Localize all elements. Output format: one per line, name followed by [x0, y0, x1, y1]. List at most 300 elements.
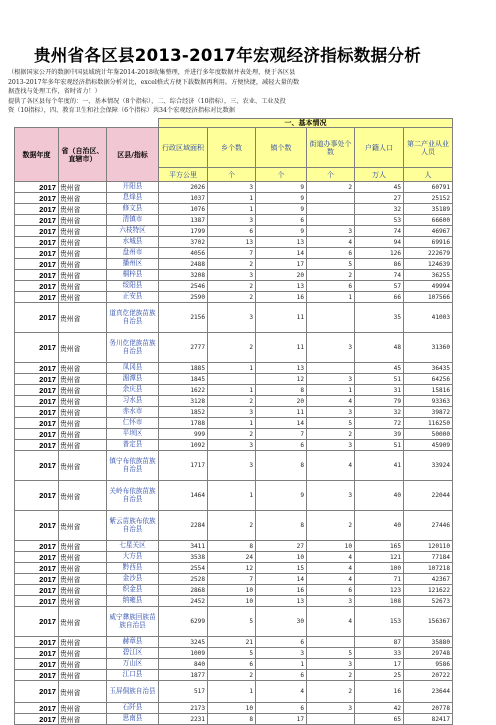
cell-population: 74: [355, 270, 404, 281]
cell-towns: 3: [208, 407, 256, 418]
cell-area: 2156: [159, 303, 208, 333]
cell-year: 2017: [15, 637, 59, 648]
table-row: [15, 511, 453, 541]
cell-population: 42: [355, 703, 404, 714]
table-row: [15, 182, 453, 193]
cell-population: 41: [355, 451, 404, 481]
cell-year: 2017: [15, 237, 59, 248]
cell-year: 2017: [15, 585, 59, 596]
cell-year: 2017: [15, 670, 59, 681]
table-row: [15, 333, 453, 363]
cell-zhen: 6: [256, 637, 307, 648]
col-header-towns: 乡个数: [208, 128, 256, 168]
cell-street: 4: [307, 574, 355, 585]
cell-county: 凤冈县: [107, 363, 159, 374]
cell-year: 2017: [15, 481, 59, 511]
cell-year: 2017: [15, 226, 59, 237]
cell-county: 余庆县: [107, 385, 159, 396]
table-row: [15, 648, 453, 659]
cell-province: 贵州省: [59, 440, 107, 451]
cell-year: 2017: [15, 451, 59, 481]
table-row: [15, 574, 453, 585]
cell-zhen: 6: [256, 215, 307, 226]
cell-secondary-employment: 41003: [404, 303, 453, 333]
cell-towns: 1: [208, 418, 256, 429]
unit-street: 个: [307, 168, 355, 182]
cell-county: 习水县: [107, 396, 159, 407]
cell-population: 32: [355, 407, 404, 418]
cell-zhen: 7: [256, 429, 307, 440]
cell-secondary-employment: 42367: [404, 574, 453, 585]
cell-year: 2017: [15, 215, 59, 226]
cell-year: 2017: [15, 563, 59, 574]
cell-population: 40: [355, 511, 404, 541]
cell-secondary-employment: 156367: [404, 607, 453, 637]
cell-zhen: 11: [256, 333, 307, 363]
cell-county: 织金县: [107, 585, 159, 596]
cell-towns: 3: [208, 182, 256, 193]
cell-county: 纳雍县: [107, 596, 159, 607]
cell-area: 4056: [159, 248, 208, 259]
cell-secondary-employment: 9586: [404, 659, 453, 670]
cell-county: 石阡县: [107, 703, 159, 714]
cell-population: 123: [355, 585, 404, 596]
cell-population: 57: [355, 281, 404, 292]
cell-zhen: 9: [256, 226, 307, 237]
table-row: [15, 440, 453, 451]
cell-secondary-employment: 25152: [404, 193, 453, 204]
cell-year: 2017: [15, 259, 59, 270]
cell-secondary-employment: 20778: [404, 703, 453, 714]
cell-towns: 3: [208, 451, 256, 481]
cell-zhen: 6: [256, 703, 307, 714]
cell-towns: 1: [208, 481, 256, 511]
cell-towns: 2: [208, 670, 256, 681]
table-row: [15, 363, 453, 374]
cell-population: 121: [355, 552, 404, 563]
cell-population: 16: [355, 681, 404, 703]
cell-area: 1845: [159, 374, 208, 385]
cell-province: 贵州省: [59, 429, 107, 440]
cell-year: 2017: [15, 182, 59, 193]
cell-year: 2017: [15, 385, 59, 396]
cell-province: 贵州省: [59, 363, 107, 374]
cell-street: 2: [307, 511, 355, 541]
cell-year: 2017: [15, 407, 59, 418]
cell-street: 3: [307, 703, 355, 714]
cell-province: 贵州省: [59, 248, 107, 259]
table-row: [15, 270, 453, 281]
cell-population: 87: [355, 637, 404, 648]
cell-street: 5: [307, 648, 355, 659]
cell-province: 贵州省: [59, 574, 107, 585]
cell-population: 100: [355, 563, 404, 574]
cell-county: 盘州市: [107, 248, 159, 259]
cell-population: 108: [355, 596, 404, 607]
table-row: [15, 303, 453, 333]
cell-province: 贵州省: [59, 303, 107, 333]
cell-towns: 1: [208, 363, 256, 374]
cell-county: 金沙县: [107, 574, 159, 585]
cell-area: 3411: [159, 541, 208, 552]
cell-zhen: 17: [256, 259, 307, 270]
cell-towns: 2: [208, 259, 256, 270]
cell-area: 3128: [159, 396, 208, 407]
cell-year: 2017: [15, 374, 59, 385]
table-row: [15, 585, 453, 596]
cell-year: 2017: [15, 596, 59, 607]
note-line: 资（10指标），四、教育卫生和社会保障（6个指标）共34个宏观经济指标对比数据: [8, 107, 235, 115]
table-row: [15, 552, 453, 563]
cell-street: 5: [307, 418, 355, 429]
cell-area: 1464: [159, 481, 208, 511]
cell-towns: 10: [208, 585, 256, 596]
cell-secondary-employment: 27446: [404, 511, 453, 541]
cell-secondary-employment: 29748: [404, 648, 453, 659]
table-row: [15, 237, 453, 248]
cell-population: 71: [355, 574, 404, 585]
cell-towns: 13: [208, 237, 256, 248]
cell-population: 48: [355, 333, 404, 363]
cell-population: 153: [355, 607, 404, 637]
table-row: [15, 637, 453, 648]
cell-province: 贵州省: [59, 607, 107, 637]
cell-secondary-employment: 31360: [404, 333, 453, 363]
cell-county: 碧江区: [107, 648, 159, 659]
cell-province: 贵州省: [59, 670, 107, 681]
cell-street: [307, 363, 355, 374]
cell-province: 贵州省: [59, 385, 107, 396]
cell-province: 贵州省: [59, 511, 107, 541]
cell-towns: 10: [208, 703, 256, 714]
note-line: 提供了各区县每个年度的：一、基本情况（8个指标），二、综合经济（10指标），三、农业、工业及投: [8, 97, 286, 105]
cell-street: [307, 193, 355, 204]
cell-year: 2017: [15, 703, 59, 714]
cell-towns: 8: [208, 714, 256, 725]
cell-county: 正安县: [107, 292, 159, 303]
table-row: [15, 563, 453, 574]
cell-province: 贵州省: [59, 418, 107, 429]
cell-towns: 12: [208, 563, 256, 574]
cell-street: 1: [307, 385, 355, 396]
cell-street: 3: [307, 374, 355, 385]
cell-secondary-employment: 52673: [404, 596, 453, 607]
cell-zhen: 11: [256, 303, 307, 333]
cell-secondary-employment: 116250: [404, 418, 453, 429]
table-row: [15, 670, 453, 681]
cell-zhen: 13: [256, 596, 307, 607]
cell-area: 2231: [159, 714, 208, 725]
cell-towns: 10: [208, 596, 256, 607]
cell-zhen: 3: [256, 648, 307, 659]
cell-secondary-employment: 66600: [404, 215, 453, 226]
unit-zhen: 个: [256, 168, 307, 182]
cell-secondary-employment: 60791: [404, 182, 453, 193]
cell-year: 2017: [15, 248, 59, 259]
cell-street: 1: [307, 292, 355, 303]
cell-county: 播州区: [107, 259, 159, 270]
cell-year: 2017: [15, 659, 59, 670]
cell-zhen: 6: [256, 670, 307, 681]
cell-population: 126: [355, 248, 404, 259]
cell-zhen: 8: [256, 385, 307, 396]
cell-population: 65: [355, 714, 404, 725]
cell-area: 1622: [159, 385, 208, 396]
cell-street: 4: [307, 451, 355, 481]
cell-year: 2017: [15, 714, 59, 725]
table-row: [15, 714, 453, 725]
cell-zhen: 9: [256, 204, 307, 215]
cell-secondary-employment: 120110: [404, 541, 453, 552]
page-title: 贵州省各区县2013-2017年宏观经济指标数据分析: [34, 46, 421, 65]
cell-area: 2528: [159, 574, 208, 585]
cell-secondary-employment: 33924: [404, 451, 453, 481]
cell-province: 贵州省: [59, 270, 107, 281]
cell-street: 4: [307, 607, 355, 637]
cell-county: 万山区: [107, 659, 159, 670]
cell-street: 2: [307, 270, 355, 281]
cell-year: 2017: [15, 511, 59, 541]
cell-secondary-employment: 93363: [404, 396, 453, 407]
table-row: [15, 451, 453, 481]
cell-street: 5: [307, 259, 355, 270]
cell-year: 2017: [15, 541, 59, 552]
table-row: [15, 226, 453, 237]
cell-county: 江口县: [107, 670, 159, 681]
indicator-table: [14, 118, 453, 725]
cell-county: 赤水市: [107, 407, 159, 418]
cell-province: 贵州省: [59, 703, 107, 714]
cell-zhen: 16: [256, 585, 307, 596]
cell-secondary-employment: 15816: [404, 385, 453, 396]
cell-year: 2017: [15, 281, 59, 292]
cell-area: 2284: [159, 511, 208, 541]
cell-secondary-employment: 22044: [404, 481, 453, 511]
cell-street: [307, 303, 355, 333]
cell-county: 息烽县: [107, 193, 159, 204]
cell-street: [307, 714, 355, 725]
cell-year: 2017: [15, 333, 59, 363]
cell-county: 绥阳县: [107, 281, 159, 292]
cell-area: 1788: [159, 418, 208, 429]
table-row: [15, 418, 453, 429]
table-row: [15, 193, 453, 204]
cell-zhen: 8: [256, 451, 307, 481]
cell-secondary-employment: 23644: [404, 681, 453, 703]
cell-county: 桐梓县: [107, 270, 159, 281]
cell-population: 165: [355, 541, 404, 552]
cell-secondary-employment: 49994: [404, 281, 453, 292]
table-row: [15, 259, 453, 270]
cell-zhen: 20: [256, 270, 307, 281]
cell-county: 玉屏侗族自治县: [107, 681, 159, 703]
cell-province: 贵州省: [59, 292, 107, 303]
cell-towns: 6: [208, 226, 256, 237]
cell-towns: 1: [208, 193, 256, 204]
cell-secondary-employment: 121622: [404, 585, 453, 596]
col-header-street: 街道办事处个数: [307, 128, 355, 168]
cell-zhen: 8: [256, 511, 307, 541]
cell-province: 贵州省: [59, 396, 107, 407]
cell-area: 2868: [159, 585, 208, 596]
cell-year: 2017: [15, 681, 59, 703]
table-row: [15, 607, 453, 637]
cell-zhen: 1: [256, 659, 307, 670]
cell-street: 3: [307, 481, 355, 511]
table-row: [15, 429, 453, 440]
cell-towns: 7: [208, 248, 256, 259]
cell-area: 1009: [159, 648, 208, 659]
cell-secondary-employment: 36435: [404, 363, 453, 374]
table-body: [15, 182, 453, 725]
cell-county: 水城县: [107, 237, 159, 248]
cell-province: 贵州省: [59, 407, 107, 418]
cell-secondary-employment: 64256: [404, 374, 453, 385]
cell-population: 31: [355, 385, 404, 396]
cell-towns: 5: [208, 648, 256, 659]
cell-county: 六枝特区: [107, 226, 159, 237]
cell-population: 27: [355, 193, 404, 204]
cell-county: 七星关区: [107, 541, 159, 552]
cell-area: 1076: [159, 204, 208, 215]
cell-year: 2017: [15, 193, 59, 204]
cell-area: 1852: [159, 407, 208, 418]
cell-zhen: 4: [256, 681, 307, 703]
cell-street: 4: [307, 563, 355, 574]
cell-province: 贵州省: [59, 451, 107, 481]
table-row: [15, 215, 453, 226]
unit-secondary-employment: 人: [404, 168, 453, 182]
cell-year: 2017: [15, 303, 59, 333]
cell-population: 79: [355, 396, 404, 407]
cell-secondary-employment: 45909: [404, 440, 453, 451]
cell-secondary-employment: 20722: [404, 670, 453, 681]
unit-towns: 个: [208, 168, 256, 182]
cell-year: 2017: [15, 552, 59, 563]
table-row: [15, 204, 453, 215]
cell-province: 贵州省: [59, 596, 107, 607]
table-row: [15, 596, 453, 607]
cell-year: 2017: [15, 270, 59, 281]
cell-population: 35: [355, 303, 404, 333]
cell-area: 1037: [159, 193, 208, 204]
cell-population: 45: [355, 363, 404, 374]
cell-province: 贵州省: [59, 333, 107, 363]
cell-secondary-employment: 50000: [404, 429, 453, 440]
cell-province: 贵州省: [59, 481, 107, 511]
cell-province: 贵州省: [59, 585, 107, 596]
cell-zhen: 10: [256, 552, 307, 563]
cell-zhen: 27: [256, 541, 307, 552]
col-header-population: 户籍人口: [355, 128, 404, 168]
cell-zhen: 14: [256, 418, 307, 429]
cell-population: 74: [355, 226, 404, 237]
col-header-county: 区县/指标: [107, 128, 159, 182]
cell-area: 2777: [159, 333, 208, 363]
cell-towns: 3: [208, 270, 256, 281]
cell-zhen: 9: [256, 182, 307, 193]
cell-year: 2017: [15, 574, 59, 585]
cell-area: 1877: [159, 670, 208, 681]
cell-province: 贵州省: [59, 714, 107, 725]
cell-county: 湄潭县: [107, 374, 159, 385]
cell-year: 2017: [15, 440, 59, 451]
cell-zhen: 16: [256, 292, 307, 303]
cell-province: 贵州省: [59, 281, 107, 292]
cell-province: 贵州省: [59, 659, 107, 670]
table-row: [15, 385, 453, 396]
table-row: [15, 374, 453, 385]
cell-province: 贵州省: [59, 541, 107, 552]
cell-area: 1387: [159, 215, 208, 226]
cell-population: 39: [355, 429, 404, 440]
cell-province: 贵州省: [59, 681, 107, 703]
cell-area: 6299: [159, 607, 208, 637]
cell-towns: 2: [208, 333, 256, 363]
cell-area: 3208: [159, 270, 208, 281]
cell-area: 2173: [159, 703, 208, 714]
cell-zhen: 13: [256, 237, 307, 248]
cell-year: 2017: [15, 292, 59, 303]
cell-area: 2026: [159, 182, 208, 193]
cell-secondary-employment: 46967: [404, 226, 453, 237]
cell-street: 3: [307, 596, 355, 607]
col-header-year: 数据年度: [15, 128, 59, 182]
cell-towns: 5: [208, 607, 256, 637]
cell-population: 17: [355, 659, 404, 670]
cell-secondary-employment: 69916: [404, 237, 453, 248]
cell-year: 2017: [15, 363, 59, 374]
cell-area: 2452: [159, 596, 208, 607]
cell-secondary-employment: 107218: [404, 563, 453, 574]
cell-year: 2017: [15, 648, 59, 659]
table-row: [15, 396, 453, 407]
cell-area: 3702: [159, 237, 208, 248]
cell-street: 3: [307, 226, 355, 237]
cell-secondary-employment: 39872: [404, 407, 453, 418]
cell-population: 51: [355, 440, 404, 451]
cell-street: 2: [307, 429, 355, 440]
cell-province: 贵州省: [59, 215, 107, 226]
cell-county: 思南县: [107, 714, 159, 725]
cell-street: 3: [307, 333, 355, 363]
section-header-basic: 一、基本情况: [159, 119, 453, 128]
cell-street: 4: [307, 552, 355, 563]
col-header-secondary-employment: 第二产业从业人员: [404, 128, 453, 168]
cell-area: 2590: [159, 292, 208, 303]
table-row: [15, 703, 453, 714]
cell-secondary-employment: 124639: [404, 259, 453, 270]
table-row: [15, 481, 453, 511]
cell-street: 4: [307, 396, 355, 407]
cell-street: 2: [307, 182, 355, 193]
table-row: [15, 292, 453, 303]
cell-zhen: 13: [256, 363, 307, 374]
unit-population: 万人: [355, 168, 404, 182]
cell-towns: 3: [208, 303, 256, 333]
cell-county: 修文县: [107, 204, 159, 215]
cell-towns: 1: [208, 385, 256, 396]
cell-street: 3: [307, 407, 355, 418]
cell-year: 2017: [15, 204, 59, 215]
cell-area: 3245: [159, 637, 208, 648]
cell-zhen: 12: [256, 374, 307, 385]
cell-county: 黔西县: [107, 563, 159, 574]
cell-population: 86: [355, 259, 404, 270]
cell-province: 贵州省: [59, 259, 107, 270]
cell-towns: 7: [208, 574, 256, 585]
cell-county: 平坝区: [107, 429, 159, 440]
